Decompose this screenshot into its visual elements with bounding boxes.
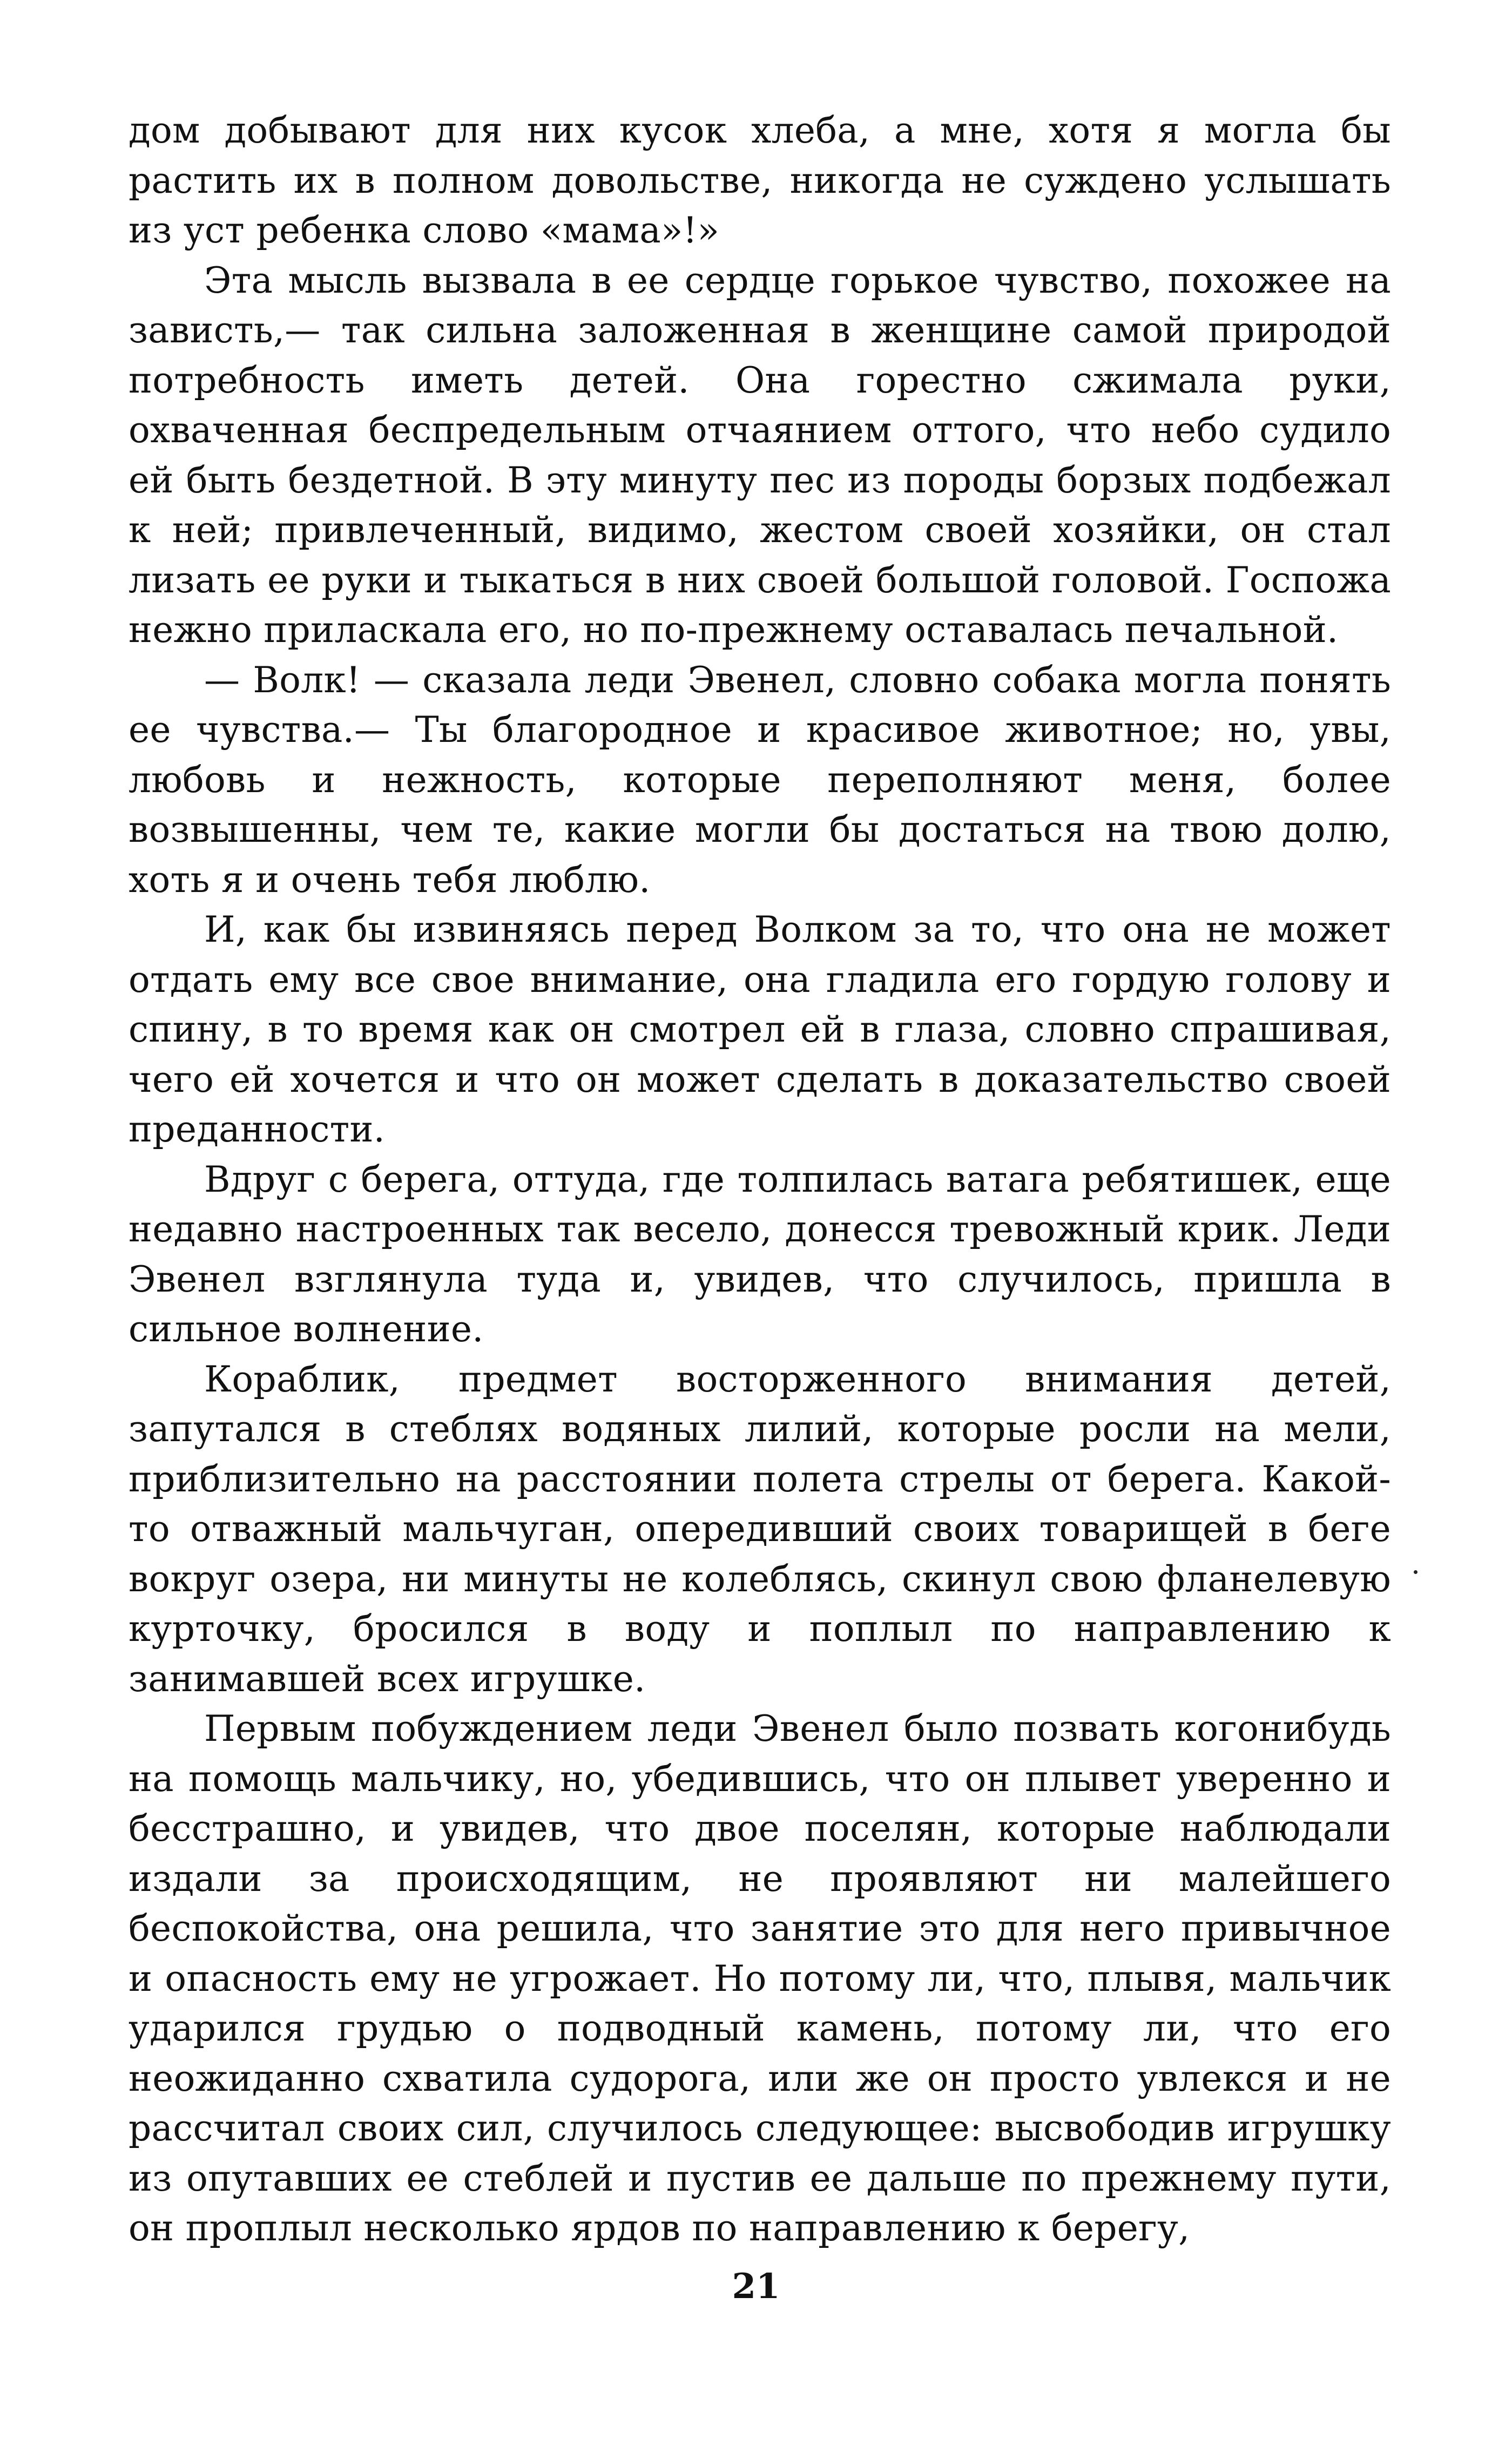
print-speck <box>1414 1570 1418 1574</box>
paragraph: дом добывают для них кусок хлеба, а мне, хотя я могла бы растить их в полном довольстве, никогда не суждено услышать из уст ребенка слово «мама»!» <box>129 110 1391 251</box>
paragraph: Первым побуждением леди Эвенел было позвать когонибудь на помощь мальчику, но, убедившись, что он плывет уверенно и бесстрашно, и увидев, что двое поселян, которые наблюдали издали за происходящим, не проявляют ни малейшего беспокойства, она решила, что занятие это для него привычное и опасность ему не угрожает. Но потому ли, что, плывя, мальчик ударился грудью о подводный камень, потому ли, что его неожиданно схватила судорога, или же он просто увлекся и не рассчитал своих сил, случилось следующее: высвободив игрушку из опутавших ее стеблей и пустив ее дальше по прежнему пути, он проплыл несколько ярдов по направлению к берегу, <box>129 1708 1391 2249</box>
paragraph: И, как бы извиняясь перед Волком за то, что она не может отдать ему все свое внимание, она гладила его гордую голову и спину, в то время как он смотрел ей в глаза, словно спрашивая, чего ей хочется и что он может сделать в доказательство своей преданности. <box>129 909 1391 1150</box>
page-number: 21 <box>732 2266 780 2307</box>
paragraph: Вдруг с берега, оттуда, где толпилась ватага ребятишек, еще недавно настроенных так весело, донесся тревожный крик. Леди Эвенел взглянула туда и, увидев, что случилось, пришла в сильное волнение. <box>129 1158 1391 1350</box>
paragraph: — Волк! — сказала леди Эвенел, словно собака могла понять ее чувства.— Ты благородное и красивое животное; но, увы, любовь и нежность, которые переполняют меня, более возвышенны, чем те, какие могли бы достаться на твою долю, хоть я и очень тебя люблю. <box>129 659 1391 901</box>
page-body <box>129 106 1391 2254</box>
paragraph: Кораблик, предмет восторженного внимания детей, запутался в стеблях водяных лилий, которые росли на мели, приблизительно на расстоянии полета стрелы от берега. Какой-то отважный мальчуган, опередивший своих товарищей в беге вокруг озера, ни минуты не колеблясь, скинул свою фланелевую курточку, бросился в воду и поплыл по направлению к занимавшей всех игрушке. <box>129 1358 1391 1700</box>
paragraph: Эта мысль вызвала в ее сердце горькое чувство, похожее на зависть,— так сильна заложенная в женщине самой природой потребность иметь детей. Она горестно сжимала руки, охваченная беспредельным отчаянием оттого, что небо судило ей быть бездетной. В эту минуту пес из породы борзых подбежал к ней; привлеченный, видимо, жестом своей хозяйки, он стал лизать ее руки и тыкаться в них своей большой головой. Госпожа нежно приласкала его, но по-прежнему оставалась печальной. <box>129 259 1391 651</box>
